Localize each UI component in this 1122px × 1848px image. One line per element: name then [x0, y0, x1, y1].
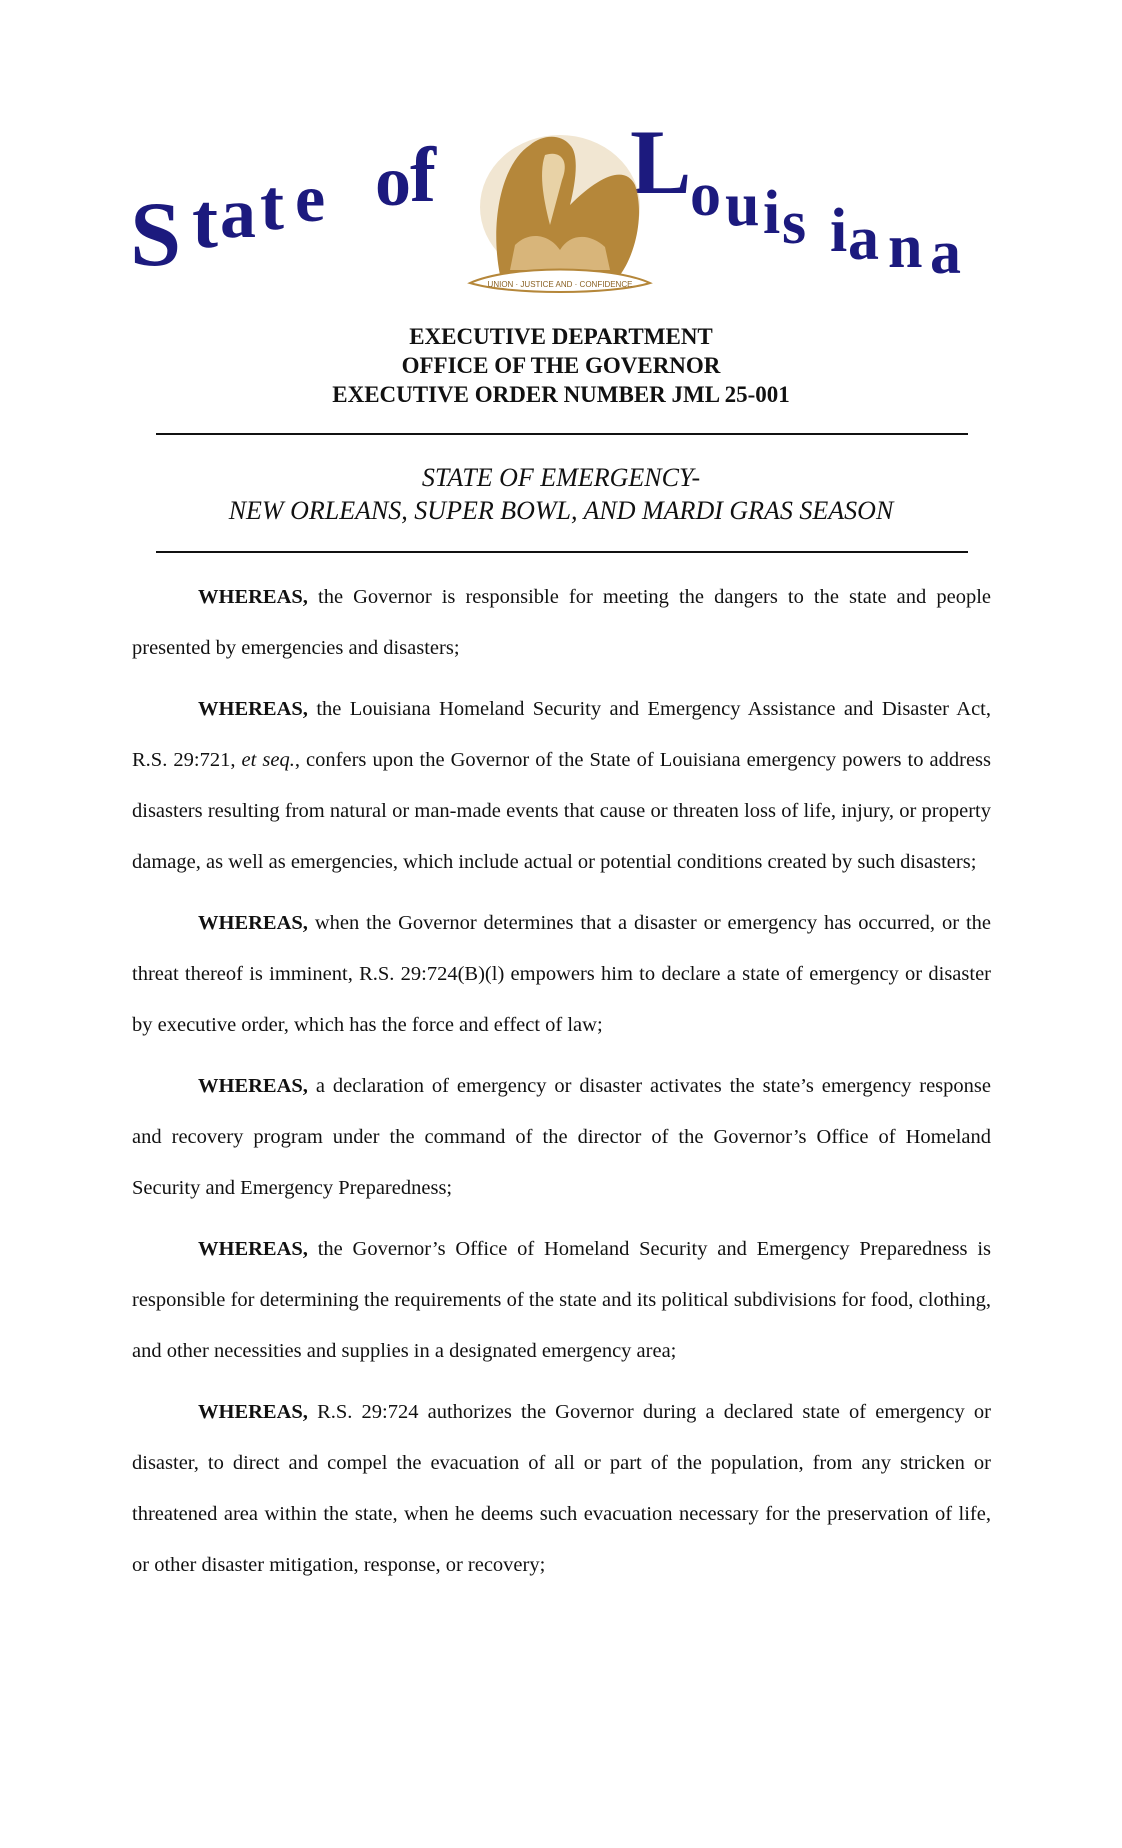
logo-letter: s	[782, 189, 807, 257]
logo-letter: o	[375, 141, 411, 221]
paragraph-text: when the Governor determines that a disaster or emergency has occurred, or the threat thereof is imminent, R.S. 29:724(B)(l) empowers him to declare a state of emergency or disaster by executive order, which has the force and effect of law;	[132, 912, 991, 1036]
whereas-label: WHEREAS,	[198, 912, 308, 934]
order-title-line-1: STATE OF EMERGENCY-	[421, 463, 701, 492]
header-executive-department: EXECUTIVE DEPARTMENT	[409, 324, 713, 349]
order-body	[132, 572, 991, 1601]
whereas-paragraph	[132, 898, 991, 1051]
paragraph-text: R.S. 29:724 authorizes the Governor during a declared state of emergency or disaster, to direct and compel the evacuation of all or part of the population, from any stricken or threatened area within the state, when he deems such evacuation necessary for the preservation of life, or other disaster mitigation, response, or recovery;	[132, 1401, 991, 1576]
whereas-paragraph	[132, 1061, 991, 1214]
state-of-louisiana-letterhead-logo	[130, 125, 1020, 300]
whereas-label: WHEREAS,	[198, 1238, 308, 1260]
whereas-label: WHEREAS,	[198, 586, 308, 608]
logo-letter: i	[763, 179, 781, 247]
logo-letter: i	[830, 197, 848, 265]
whereas-label: WHEREAS,	[198, 1401, 308, 1423]
paragraph-text: the Governor’s Office of Homeland Security and Emergency Preparedness is responsible for determining the requirements of the state and its political subdivisions for food, clothing, and other necessities and supplies in a designated emergency area;	[132, 1238, 991, 1362]
logo-letter: L	[630, 125, 692, 213]
logo-letter: e	[295, 160, 326, 236]
paragraph-text: the Governor is responsible for meeting the dangers to the state and people presented by emergencies and disasters;	[132, 586, 991, 659]
logo-letter: a	[220, 173, 256, 253]
whereas-paragraph	[132, 1224, 991, 1377]
whereas-label: WHEREAS,	[198, 698, 308, 720]
pelican-seal-icon	[470, 135, 650, 292]
logo-letter: a	[848, 205, 879, 273]
header-order-number: EXECUTIVE ORDER NUMBER JML 25-001	[332, 382, 790, 407]
logo-letter: a	[930, 219, 961, 287]
divider	[156, 433, 968, 435]
logo-letter: o	[690, 161, 721, 229]
divider	[156, 551, 968, 553]
logo-letter: t	[192, 177, 218, 264]
whereas-paragraph	[132, 684, 991, 888]
whereas-paragraph	[132, 1387, 991, 1591]
paragraph-text: the Louisiana Homeland Security and Emergency Assistance and Disaster Act, R.S. 29:721,	[132, 698, 991, 771]
paragraph-text: a declaration of emergency or disaster activates the state’s emergency response and recovery program under the command of the director of the Governor’s Office of Homeland Security and Emergency Preparedness;	[132, 1075, 991, 1199]
header-office-of-governor: OFFICE OF THE GOVERNOR	[401, 353, 721, 378]
logo-letter: S	[130, 183, 182, 285]
logo-letter: f	[410, 131, 436, 218]
logo-letter: u	[725, 171, 760, 239]
order-title-line-2: NEW ORLEANS, SUPER BOWL, AND MARDI GRAS SEASON	[228, 496, 894, 525]
paragraph-text: , confers upon the Governor of the State of Louisiana emergency powers to address disasters resulting from natural or man-made events that cause or threaten loss of life, injury, or property damage, as well as emergencies, which include actual or potential conditions created by such disasters;	[132, 749, 991, 873]
logo-letter: t	[260, 165, 284, 245]
logo-letter: n	[888, 213, 923, 281]
svg-text:UNION · JUSTICE AND · CONFIDEN: UNION · JUSTICE AND · CONFIDENCE	[487, 280, 633, 289]
et-seq-italic: et seq.	[241, 749, 295, 771]
whereas-label: WHEREAS,	[198, 1075, 308, 1097]
whereas-paragraph	[132, 572, 991, 674]
